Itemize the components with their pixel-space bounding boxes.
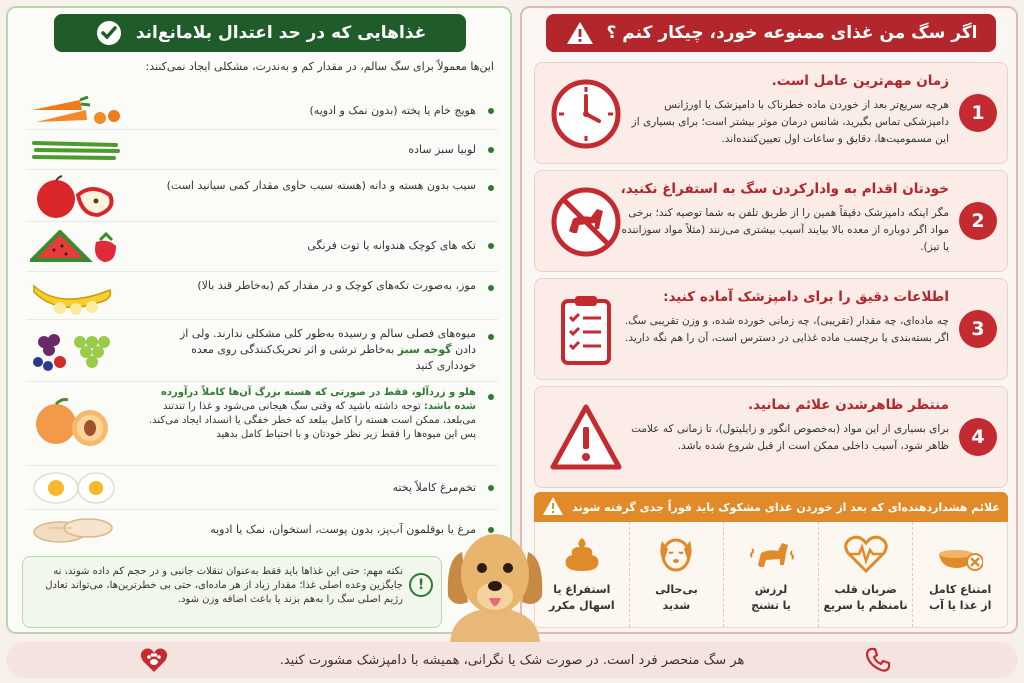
food-item bbox=[26, 320, 498, 382]
food-item bbox=[26, 130, 498, 170]
symptom-label: از غذا یا آب bbox=[929, 599, 992, 612]
symptom-label: بی‌حالی bbox=[655, 583, 698, 596]
emergency-panel bbox=[520, 6, 1018, 634]
egg-icon bbox=[30, 468, 122, 512]
green-beans-icon bbox=[30, 138, 122, 168]
food-item bbox=[26, 272, 498, 320]
food-item bbox=[26, 222, 498, 272]
banana-icon bbox=[30, 276, 122, 320]
safe-foods-intro: این‌ها معمولاً برای سگ سالم، در مقدار کم و به‌ندرت، مشکلی ایجاد نمی‌کنند: bbox=[145, 60, 494, 73]
symptom-label: شدید bbox=[662, 599, 691, 612]
emergency-title: اگر سگ من غذای ممنوعه خورد، چیکار کنم ؟ bbox=[606, 23, 978, 43]
lethargic-dog-icon bbox=[653, 534, 699, 574]
food-text: تخم‌مرغ کاملاً پخته bbox=[392, 481, 476, 494]
watermelon-icon bbox=[30, 230, 122, 270]
heartbeat-icon bbox=[843, 534, 889, 574]
symptom-item bbox=[818, 522, 913, 627]
berries-icon bbox=[30, 328, 122, 380]
golden-retriever-illustration bbox=[440, 518, 550, 646]
emergency-header bbox=[546, 14, 996, 52]
peach-warning-highlight: هلو و زردآلو، فقط در صورتی که هسته بزرگ آن‌ها کاملاً درآورده شده باشد: bbox=[160, 387, 476, 412]
step-title: زمان مهم‌ترین عامل است. bbox=[771, 73, 949, 89]
food-item bbox=[26, 92, 498, 130]
step-body: برای بسیاری از این مواد (به‌خصوص انگور و زایلیتول)، تا زمانی که علامت ظاهر شود، آسیب داخلی ممکن است از قبل شروع شده باشد. bbox=[631, 423, 949, 452]
clock-icon bbox=[549, 77, 623, 151]
safe-foods-panel bbox=[6, 6, 512, 634]
safe-foods-header bbox=[54, 14, 466, 52]
apple-icon bbox=[30, 175, 122, 223]
heart-paw-icon bbox=[140, 646, 168, 674]
warning-signs-bar bbox=[534, 492, 1008, 522]
step-1 bbox=[534, 62, 1008, 164]
no-vomit-dog-icon bbox=[549, 185, 623, 259]
food-text: سیب بدون هسته و دانه (هسته سیب حاوی مقدار کمی سیانید است) bbox=[166, 179, 476, 192]
phone-icon bbox=[864, 646, 892, 674]
symptom-list bbox=[534, 522, 1008, 628]
footer-text: هر سگ منحصر فرد است. در صورت شک یا نگرانی، همیشه با دامپزشک مشورت کنید. bbox=[279, 652, 745, 668]
warning-signs-title: علائم هشداردهنده‌ای که بعد از خوردن غذای مشکوک باید فوراً جدی گرفته شوند bbox=[572, 500, 1000, 514]
symptom-label: امتناع کامل bbox=[929, 583, 992, 596]
food-item bbox=[26, 170, 498, 222]
important-note bbox=[22, 556, 442, 628]
warning-triangle-icon bbox=[549, 401, 623, 475]
peach-icon bbox=[30, 396, 122, 456]
symptom-item bbox=[912, 522, 1007, 627]
food-item bbox=[26, 466, 498, 510]
step-number: 1 bbox=[959, 94, 997, 132]
step-body: چه ماده‌ای، چه مقدار (تقریبی)، چه زمانی خورده شده، و وزن تقریبی سگ. اگر بسته‌بندی یا برچسب ماده غذایی در دسترس است، آن را هم نگه دارید. bbox=[624, 315, 949, 344]
symptom-label: یا تشنج bbox=[751, 599, 791, 612]
step-body: هرچه سریع‌تر بعد از خوردن ماده خطرناک با دامپزشک یا اورژانس دامپزشکی تماس بگیرید، شانس درمان موثر بیشتر است؛ برای بسیاری از این مسمومیت‌ها، دقایق و ساعات اول تعیین‌کننده‌اند. bbox=[631, 99, 949, 145]
symptom-label: ضربان قلب bbox=[834, 583, 897, 596]
food-item bbox=[26, 510, 498, 550]
food-text: هویج خام یا پخته (بدون نمک و ادویه) bbox=[309, 104, 476, 117]
symptom-label: استفراغ یا bbox=[553, 583, 611, 596]
food-text: تکه های کوچک هندوانه یا توت فرنگی bbox=[307, 239, 476, 252]
step-title: منتظر ظاهرشدن علائم نمانید. bbox=[748, 397, 949, 413]
symptom-label: نامنظم یا سریع bbox=[823, 599, 908, 612]
symptom-item bbox=[723, 522, 818, 627]
step-title: خودتان اقدام به وادارکردن سگ به استفراغ نکنید، bbox=[620, 181, 949, 197]
food-text: مرغ یا بوقلمون آب‌پز، بدون پوست، استخوان، نمک یا ادویه bbox=[210, 523, 476, 536]
food-item bbox=[26, 382, 498, 466]
step-2 bbox=[534, 170, 1008, 272]
food-bowl-icon bbox=[937, 534, 983, 574]
symptom-label: اسهال مکرر bbox=[548, 599, 615, 612]
clipboard-checklist-icon bbox=[549, 293, 623, 367]
step-4 bbox=[534, 386, 1008, 488]
step-3 bbox=[534, 278, 1008, 380]
exclamation-icon: ! bbox=[409, 573, 433, 597]
food-text: موز، به‌صورت تکه‌های کوچک و در مقدار کم (به‌خاطر قند بالا) bbox=[197, 279, 476, 292]
warning-icon bbox=[565, 18, 595, 48]
green-plum-highlight: گوجه سبز bbox=[397, 343, 452, 356]
food-text: میوه‌های فصلی سالم و رسیده به‌طور کلی مشکلی ندارند. ولی از دادن گوجه سبز به‌خاطر ترشی و اثر تحریک‌کنندگی روی معده خودداری کنید bbox=[179, 327, 476, 372]
carrot-icon bbox=[30, 96, 122, 130]
step-number: 2 bbox=[959, 202, 997, 240]
safe-foods-title: غذاهایی که در حد اعتدال بلامانع‌اند bbox=[135, 23, 427, 43]
symptom-item bbox=[629, 522, 724, 627]
symptom-label: لرزش bbox=[754, 583, 788, 596]
check-icon bbox=[94, 18, 124, 48]
step-number: 3 bbox=[959, 310, 997, 348]
step-body: مگر اینکه دامپزشک دقیقاً همین را از طریق تلفن به شما توصیه کند؛ برخی مواد اگر دوباره از معده بالا بیایند آسیب بیشتری می‌زنند (مثلاً مواد سوزاننده یا تیز). bbox=[621, 207, 949, 253]
food-text: هلو و زردآلو، فقط در صورتی که هسته بزرگ آن‌ها کاملاً درآورده شده باشد: توجه داشته باشید که وقتی سگ هیجانی می‌شود و غذا را تندتند می‌بلعد، ممکن است هسته را کامل ببلعد که خطر خفگی یا انسداد ایجاد می‌کند. پس این میوه‌ها را فقط زیر نظر خودتان و با احتیاط کامل بدهید bbox=[148, 387, 476, 440]
note-text: نکته مهم: حتی این غذاها باید فقط به‌عنوان تنقلات جانبی و در حجم کم داده شوند، نه جایگزین وعده اصلی غذا؛ مقدار زیاد از هر ماده‌ای، حتی بی خطرترین‌ها، می‌تواند تعادل رژیم اصلی سگ را به‌هم بزند یا باعث اضافه وزن شود. bbox=[45, 566, 403, 605]
step-title: اطلاعات دقیق را برای دامپزشک آماده کنید: bbox=[663, 289, 949, 305]
footer-banner bbox=[6, 642, 1018, 678]
warning-small-icon bbox=[542, 496, 564, 519]
step-number: 4 bbox=[959, 418, 997, 456]
vomit-icon bbox=[559, 534, 605, 574]
food-text: لوبیا سبز ساده bbox=[408, 143, 476, 156]
chicken-icon bbox=[30, 514, 122, 550]
shaking-dog-icon bbox=[748, 534, 794, 574]
